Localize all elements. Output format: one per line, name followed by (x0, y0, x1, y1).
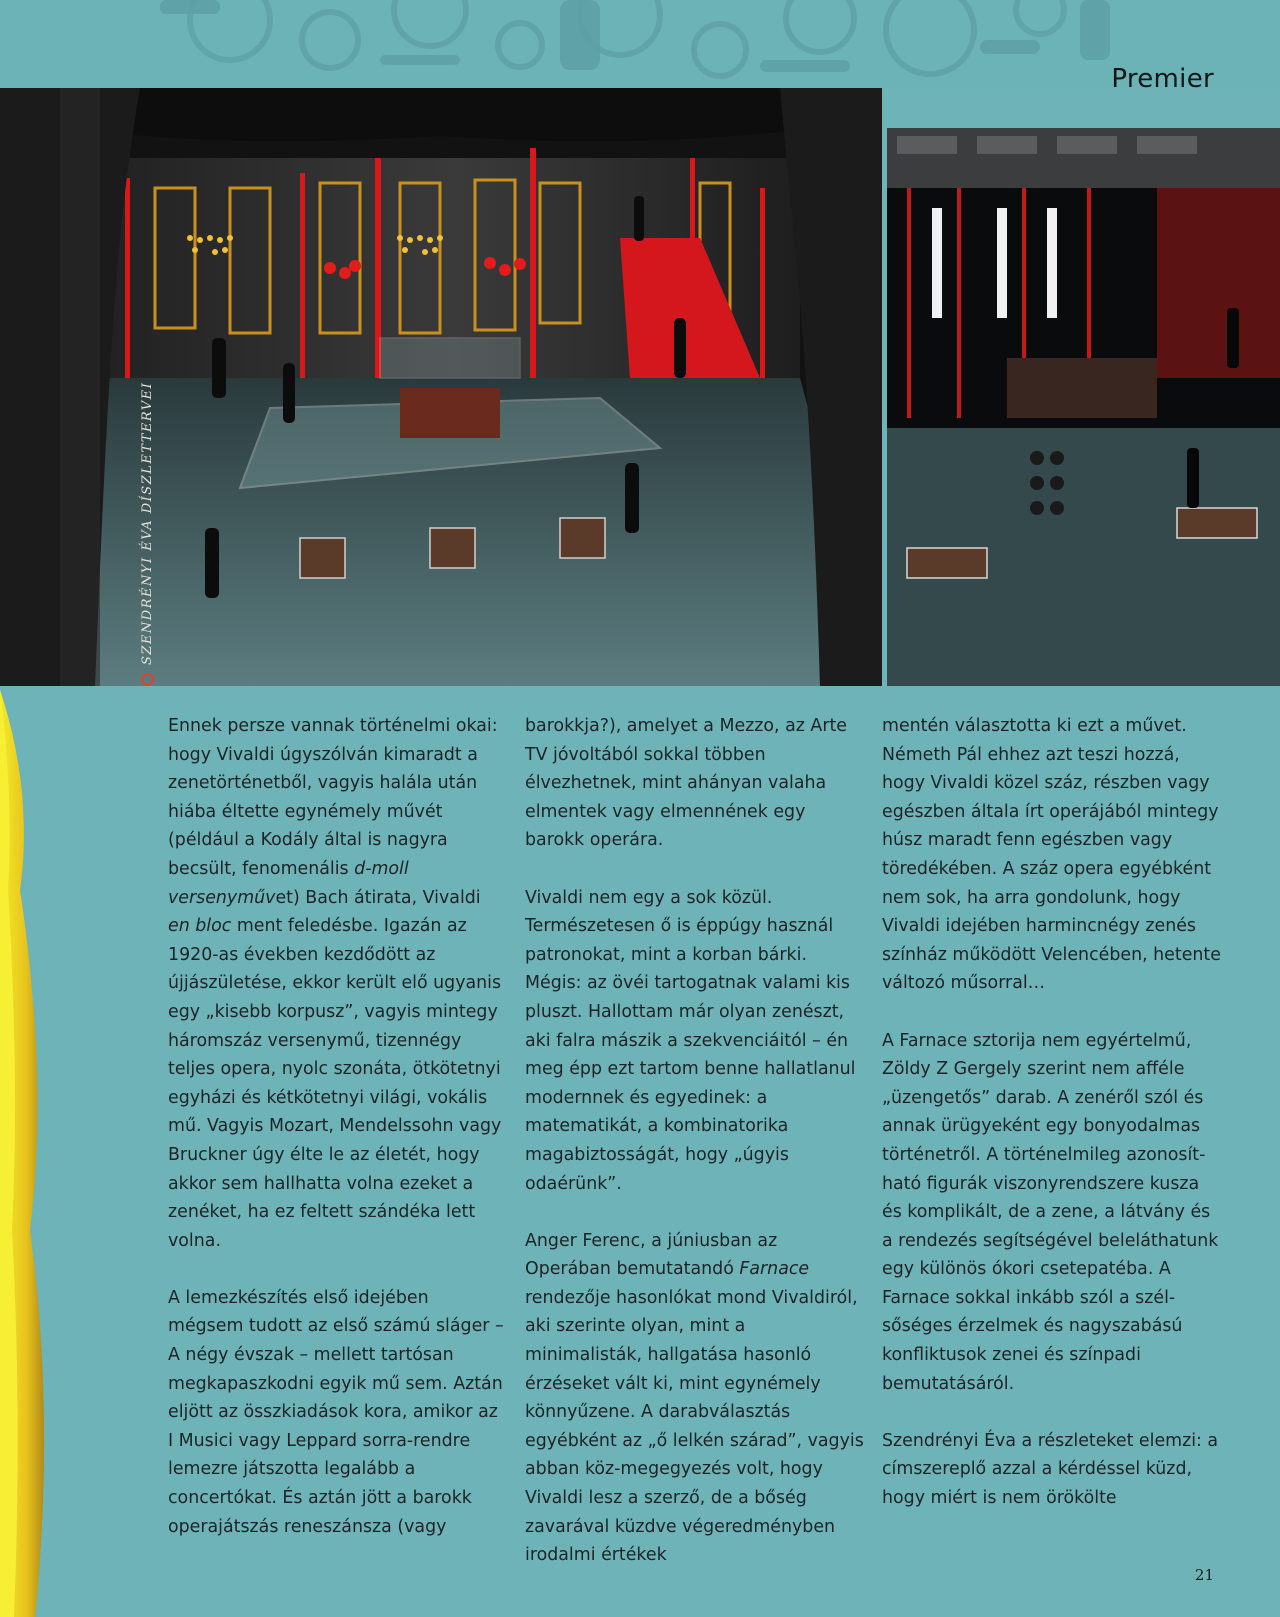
image-credit-text: SZENDRÉNYI ÉVA DÍSZLETTERVEI (140, 381, 155, 665)
paragraph (882, 1427, 1222, 1513)
stage-design-rendering (0, 88, 882, 686)
text-run: mentén választotta ki ezt a művet. Németh Pál ehhez azt teszi hozzá, hogy Vivaldi közel száz, részben vagy egészben általa írt operájából mintegy húsz maradt fenn egészben vagy töredékében. A száz opera egyébként nem sok, ha arra gondolunk, hogy Vivaldi idejében harmincnégy zenés színház működött Velencében, hetente változó műsorral… (882, 716, 1221, 994)
gear-ornament-graphic (0, 0, 1280, 88)
circle-bullet-icon (141, 673, 154, 686)
paragraph (168, 1284, 504, 1541)
text-run: Ennek persze vannak történelmi okai: hogy Vivaldi úgyszólván kimaradt a zenetörténetből, vagyis halála után hiába éltette egynémely művét (például a Kodály által is nagyra becsült, fenomenális (168, 716, 498, 879)
image-credit-caption (140, 382, 155, 686)
italic-text: Farnace (739, 1259, 810, 1280)
section-title: Premier (1111, 64, 1214, 94)
text-run: A Farnace sztorija nem egyértelmű, Zöldy Z Gergely szerint nem afféle „üzengetős” darab. A zenéről szól és annak ürügyeként egy bonyodalmas történetről. A történelmileg azonosít-ható figurák viszonyrendszere kusza és komplikált, de a zene, a látvány és a rendezés segítségével beleláthatunk egy különös ókori csetepatéba. A Farnace sokkal inkább szól a szél-sőséges érzelmek és nagyszabású konfliktusok zenei és színpadi bemutatásáról. (882, 1030, 1219, 1394)
paragraph (525, 884, 865, 1199)
page-number: 21 (1194, 1566, 1214, 1584)
paragraph (882, 1027, 1222, 1399)
article-column-3 (882, 712, 1222, 1541)
paragraph (525, 712, 865, 855)
italic-text: en bloc (168, 916, 232, 937)
text-run: ment feledésbe. Igazán az 1920-as években kezdődött az újjászületése, ekkor került elő ugyanis egy „kisebb korpusz”, vagyis mintegy háromszáz versenymű, tizennégy teljes opera, nyolc szonáta, ötkötetnyi egyházi és kétkötetnyi világi, vokális mű. Vagyis Mozart, Mendelssohn vagy Bruckner úgy élte le az életét, hogy akkor sem hallhatta volna ezeket a zenéket, ha ez feltett szándéka lett volna. (168, 916, 502, 1251)
text-run: barokkja?), amelyet a Mezzo, az Arte TV jóvoltából sokkal többen élvezhetnek, mint ahányan valaha elmentek vagy elmennének egy barokk operára. (525, 716, 847, 851)
article-column-2 (525, 712, 865, 1598)
text-run: A lemezkészítés első idejében mégsem tudott az első számú sláger – A négy évszak – mellett tartósan megkapaszkodni egyik mű sem. Aztán eljött az összkiadások kora, amikor az I Musici vagy Leppard sorra-rendre lemezre játszotta legalább a concertókat. És aztán jött a barokk operajátszás reneszánsza (vagy (168, 1287, 504, 1537)
decorative-left-strip (0, 690, 60, 1617)
paragraph (525, 1227, 865, 1570)
paragraph (168, 712, 504, 1255)
article-column-1 (168, 712, 504, 1570)
stage-design-rendering-detail (887, 128, 1280, 686)
paragraph (882, 712, 1222, 998)
italic-text: d-moll versenyműv (168, 858, 409, 908)
text-run: rendezője hasonlókat mond Vivaldiról, aki szerinte olyan, mint a minimalisták, hallgatása hasonló érzéseket vált ki, mint egynémely könnyűzene. A darabválasztás egyébként az „ő lelkén szárad”, vagyis abban köz-megegyezés volt, hogy Vivaldi lesz a szerző, de a bőség zavarával küzdve végeredményben irodalmi értékek (525, 1287, 864, 1566)
text-run: Vivaldi nem egy a sok közül. Természetesen ő is éppúgy használ patronokat, mint a korban bárki. Mégis: az övéi tartogatnak valami kis pluszt. Hallottam már olyan zenészt, aki falra mászik a szekvenciáitól – én meg épp ezt tartom benne hallatlanul modernnek és egyedinek: a matematikát, a kombinatorika magabiztosságát, hogy „úgyis odaérünk”. (525, 887, 856, 1194)
text-run: Anger Ferenc, a júniusban az Operában bemutatandó (525, 1230, 778, 1280)
text-run: Szendrényi Éva a részleteket elemzi: a címszereplő azzal a kérdéssel küzd, hogy miért is nem örökölte (882, 1430, 1219, 1509)
text-run: et) Bach átirata, Vivaldi (275, 887, 481, 908)
decorative-ornament-band (0, 0, 1280, 88)
